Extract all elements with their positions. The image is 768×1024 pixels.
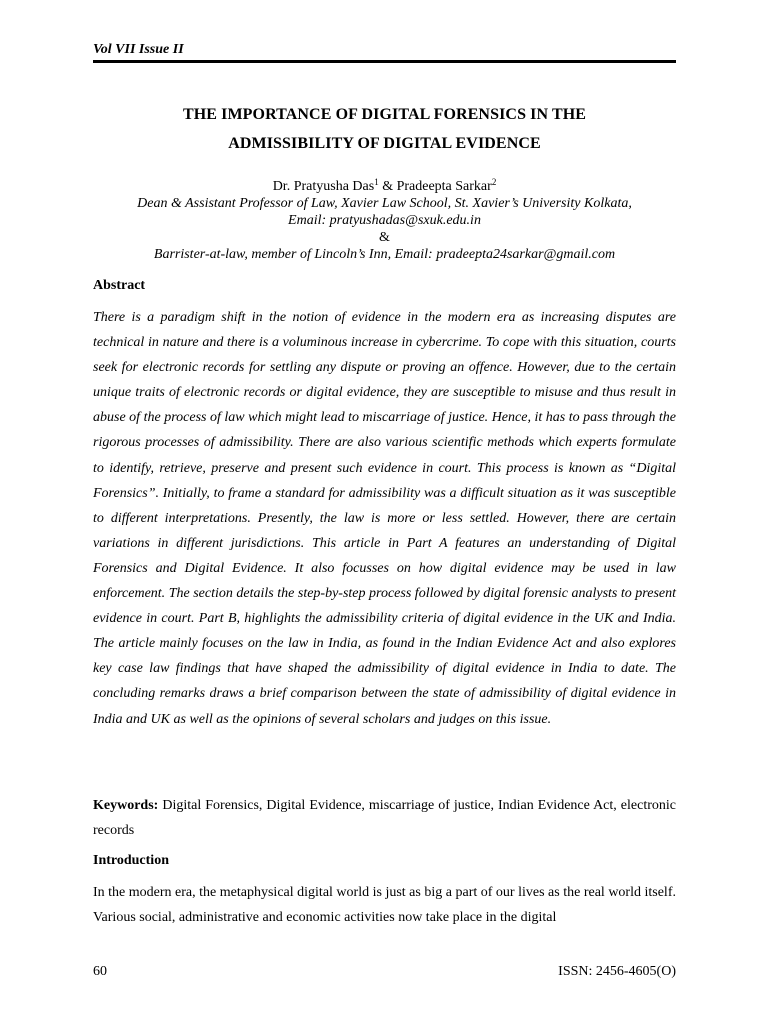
title-line-1: THE IMPORTANCE OF DIGITAL FORENSICS IN THE bbox=[182, 106, 587, 123]
author-2-name: Pradeepta Sarkar bbox=[396, 179, 492, 194]
header-rule bbox=[93, 60, 676, 63]
affiliation-ampersand: & bbox=[379, 230, 390, 245]
abstract-heading: Abstract bbox=[93, 278, 146, 293]
page-number: 60 bbox=[93, 964, 107, 979]
author-separator: & bbox=[378, 179, 397, 194]
title-line-2: ADMISSIBILITY OF DIGITAL EVIDENCE bbox=[228, 135, 541, 152]
abstract-text: There is a paradigm shift in the notion of evidence in the modern era as increasing disputes are technical in nature and there is a voluminous increase in cybercrime. To cope with this situation, courts seek for electronic records for settling any dispute or proving an offence. However, due to the certain unique traits of electronic records or digital evidence, they are susceptible to misuse and thus result in abuse of the process of law which might lead to miscarriage of justice. Hence, it has to pass through the rigorous processes of admissibility. There are also various scientific methods which experts formulate to identify, retrieve, preserve and present such evidence in court. This process is known as “Digital Forensics”. Initially, to frame a standard for admissibility was a difficult situation as it was susceptible to different interpretations. Presently, the law is more or less settled. However, there are certain variations in different jurisdictions. This article in Part A features an understanding of Digital Forensics and Digital Evidence. It also focusses on how digital evidence may be used in law enforcement. The section details the step-by-step process followed by digital forensic analysts to present evidence in court. Part B, highlights the admissibility criteria of digital evidence in the UK and India. The article mainly focuses on the law in India, as found in the Indian Evidence Act and also explores key case law findings that have shaped the admissibility of digital evidence in India to date. The concluding remarks draws a brief comparison between the state of admissibility of digital evidence in India and UK as well as the opinions of several scholars and judges on this issue. bbox=[93, 310, 676, 727]
issn: ISSN: 2456-4605(O) bbox=[558, 964, 676, 979]
keywords bbox=[93, 793, 676, 843]
affiliation-2: Barrister-at-law, member of Lincoln’s Inn, Email: pradeepta24sarkar@gmail.com bbox=[153, 247, 616, 262]
introduction-text: In the modern era, the metaphysical digital world is just as big a part of our lives as the real world itself. Various social, administrative and economic activities now take place in the digital bbox=[93, 885, 676, 925]
author-line bbox=[53, 178, 716, 195]
author-block bbox=[53, 178, 716, 263]
article-title bbox=[93, 100, 676, 158]
affiliation-1-line-1: Dean & Assistant Professor of Law, Xavier Law School, St. Xavier’s University Kolkata, bbox=[137, 196, 632, 211]
author-2-footnote-mark: 2 bbox=[491, 177, 497, 187]
author-1-footnote-mark: 1 bbox=[374, 177, 379, 187]
keywords-label: Keywords: bbox=[93, 798, 159, 813]
keywords-text: Digital Forensics, Digital Evidence, miscarriage of justice, Indian Evidence Act, electronic records bbox=[93, 798, 676, 838]
page bbox=[93, 0, 676, 1024]
introduction-heading: Introduction bbox=[93, 853, 169, 868]
affiliation-1-line-2: Email: pratyushadas@sxuk.edu.in bbox=[288, 213, 481, 228]
author-1-name: Dr. Pratyusha Das bbox=[272, 179, 375, 194]
running-head: Vol VII Issue II bbox=[93, 42, 184, 57]
